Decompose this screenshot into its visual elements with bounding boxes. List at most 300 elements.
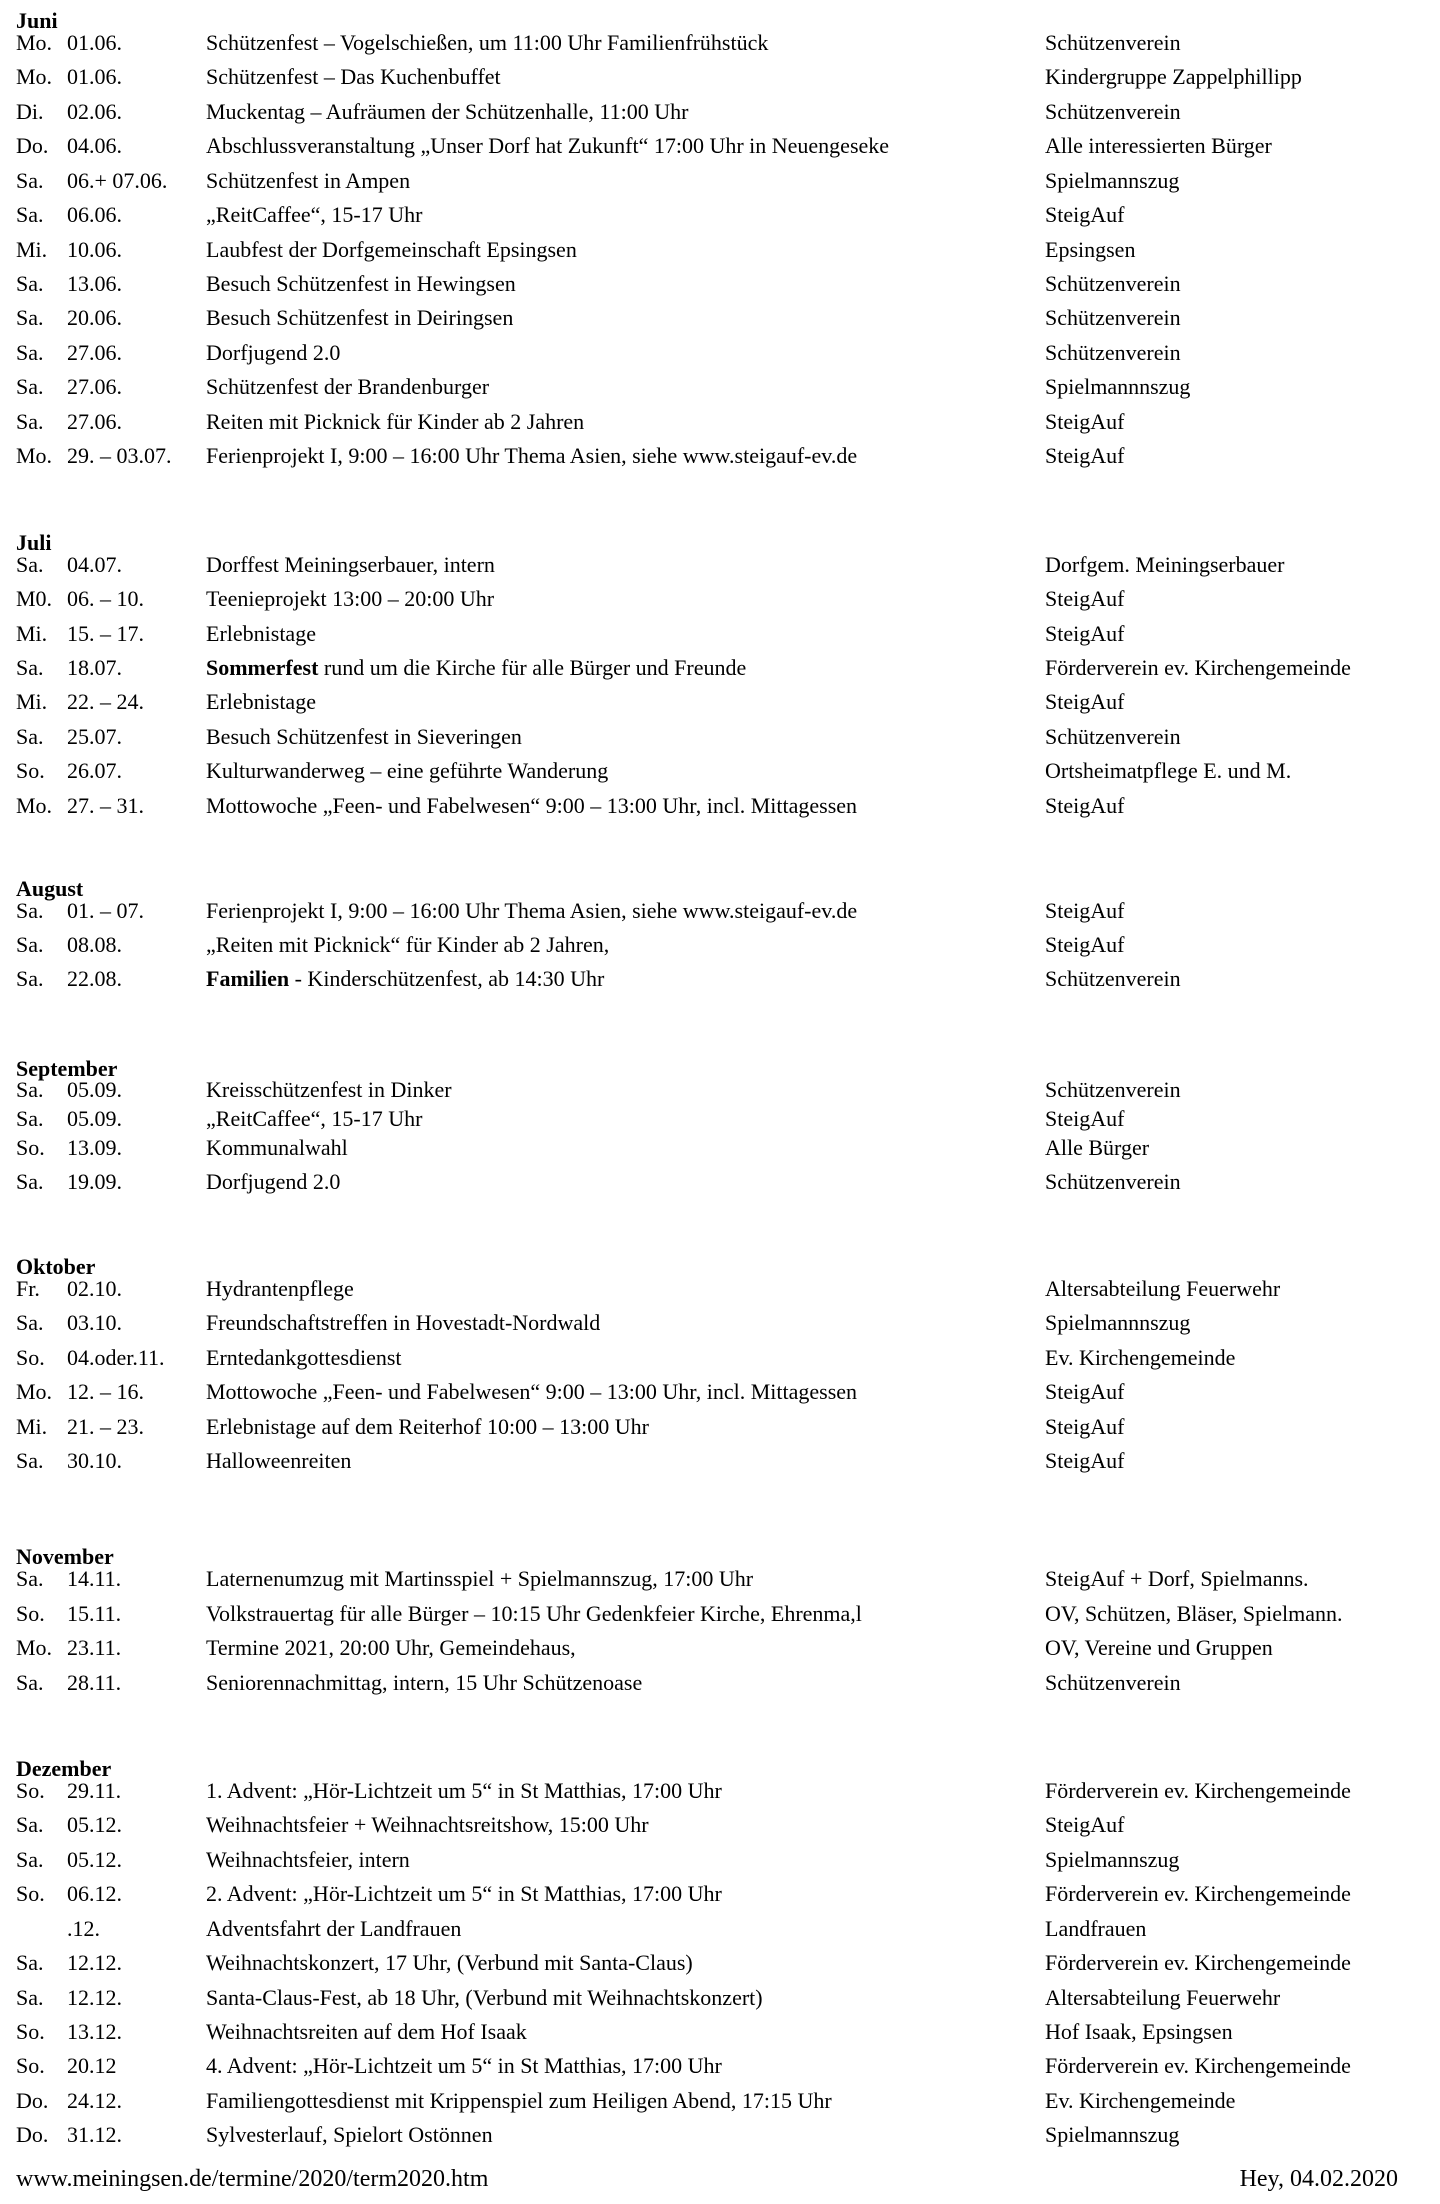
event-date: 02.06. (67, 99, 122, 124)
event-organizer: SteigAuf (1045, 202, 1125, 227)
event-text: Weihnachtsreiten auf dem Hof Isaak (206, 2019, 527, 2044)
event-description (206, 619, 316, 649)
event-description (206, 2086, 832, 2116)
event-description (206, 407, 584, 437)
event-weekday: Sa. (16, 374, 44, 399)
event-date: 29.11. (67, 1778, 122, 1803)
event-row (0, 131, 1440, 161)
event-description (206, 28, 768, 58)
event-text: Besuch Schützenfest in Sieveringen (206, 724, 522, 749)
event-organizer: SteigAuf (1045, 409, 1125, 434)
event-text: Besuch Schützenfest in Hewingsen (206, 271, 516, 296)
event-weekday: Sa. (16, 1077, 44, 1102)
event-description (206, 97, 688, 127)
month-heading: November (16, 1544, 114, 1569)
event-organizer: Schützenverein (1045, 99, 1181, 124)
event-weekday: Sa. (16, 655, 44, 680)
event-date: 13.06. (67, 271, 122, 296)
event-weekday: Do. (16, 2122, 49, 2147)
event-weekday: Sa. (16, 552, 44, 577)
event-weekday: Sa. (16, 932, 44, 957)
event-organizer: SteigAuf (1045, 689, 1125, 714)
event-organizer: Spielmannszug (1045, 1847, 1180, 1872)
event-highlight: Familien (206, 966, 290, 991)
event-organizer: Kindergruppe Zappelphillipp (1045, 64, 1302, 89)
event-description (206, 1104, 422, 1134)
event-row (0, 896, 1440, 926)
event-organizer: Spielmannszug (1045, 2122, 1180, 2147)
event-weekday: Sa. (16, 1106, 44, 1131)
event-description (206, 550, 495, 580)
event-organizer: Schützenverein (1045, 966, 1181, 991)
event-weekday: Mo. (16, 443, 53, 468)
event-weekday: Mi. (16, 237, 48, 262)
event-date: 27. – 31. (67, 793, 144, 818)
event-text: Dorfjugend 2.0 (206, 340, 341, 365)
event-description (206, 372, 489, 402)
event-organizer: Förderverein ev. Kirchengemeinde (1045, 1950, 1351, 1975)
event-organizer: Förderverein ev. Kirchengemeinde (1045, 655, 1351, 680)
event-organizer: Spielmannnszug (1045, 374, 1191, 399)
event-highlight: Sommerfest (206, 655, 319, 680)
event-date: 14.11. (67, 1566, 122, 1591)
event-weekday: Sa. (16, 1812, 44, 1837)
event-row (0, 964, 1440, 994)
event-row (0, 1564, 1440, 1594)
event-text: 4. Advent: „Hör-Lichtzeit um 5“ in St Matthias, 17:00 Uhr (206, 2053, 722, 2078)
event-row (0, 1776, 1440, 1806)
event-text: Erntedankgottesdienst (206, 1345, 402, 1370)
event-row (0, 166, 1440, 196)
event-row (0, 1343, 1440, 1373)
event-text: Termine 2021, 20:00 Uhr, Gemeindehaus, (206, 1635, 576, 1660)
event-date: 27.06. (67, 340, 122, 365)
event-description (206, 964, 604, 994)
event-description (206, 1599, 862, 1629)
event-text: Erlebnistage auf dem Reiterhof 10:00 – 13:00 Uhr (206, 1414, 649, 1439)
event-text: Laubfest der Dorfgemeinschaft Epsingsen (206, 237, 577, 262)
event-organizer: Epsingsen (1045, 237, 1136, 262)
event-row (0, 687, 1440, 717)
event-row (0, 2086, 1440, 2116)
event-date: 28.11. (67, 1670, 122, 1695)
event-description (206, 200, 422, 230)
event-description (206, 930, 609, 960)
event-description (206, 791, 857, 821)
event-weekday: Mi. (16, 1414, 48, 1439)
event-date: 04.07. (67, 552, 122, 577)
event-text: Schützenfest – Vogelschießen, um 11:00 Uhr Familienfrühstück (206, 30, 769, 55)
event-description (206, 2051, 722, 2081)
event-description (206, 1633, 576, 1663)
event-organizer: Alle Bürger (1045, 1135, 1150, 1160)
event-description (206, 2017, 527, 2047)
event-organizer: Schützenverein (1045, 271, 1181, 296)
event-weekday: Sa. (16, 1169, 44, 1194)
event-text: Laternenumzug mit Martinsspiel + Spielmannszug, 17:00 Uhr (206, 1566, 754, 1591)
event-row (0, 441, 1440, 471)
event-row (0, 1075, 1440, 1105)
event-date: 12.12. (67, 1985, 122, 2010)
event-date: 22. – 24. (67, 689, 144, 714)
event-date: 05.09. (67, 1077, 122, 1102)
event-date: 06. – 10. (67, 586, 144, 611)
event-weekday: Mo. (16, 1635, 53, 1660)
event-date: 02.10. (67, 1276, 122, 1301)
month-heading: Juli (16, 530, 52, 555)
event-organizer: OV, Schützen, Bläser, Spielmann. (1045, 1601, 1343, 1626)
event-description (206, 1343, 402, 1373)
event-organizer: Schützenverein (1045, 1670, 1181, 1695)
event-organizer: SteigAuf (1045, 586, 1125, 611)
event-text: Schützenfest der Brandenburger (206, 374, 490, 399)
event-description (206, 1810, 649, 1840)
event-description (206, 1668, 642, 1698)
event-date: 12. – 16. (67, 1379, 144, 1404)
event-weekday: Mo. (16, 1379, 53, 1404)
event-row (0, 1446, 1440, 1476)
event-row (0, 62, 1440, 92)
event-row (0, 791, 1440, 821)
event-date: 15.11. (67, 1601, 122, 1626)
event-text: Volkstrauertag für alle Bürger – 10:15 Uhr Gedenkfeier Kirche, Ehrenma,l (206, 1601, 862, 1626)
event-description (206, 896, 857, 926)
event-weekday: So. (16, 2019, 45, 2044)
event-organizer: Landfrauen (1045, 1916, 1147, 1941)
event-text: Erlebnistage (206, 689, 316, 714)
event-organizer: Schützenverein (1045, 724, 1181, 749)
event-date: 24.12. (67, 2088, 122, 2113)
event-date: 05.09. (67, 1106, 122, 1131)
event-text: Kommunalwahl (206, 1135, 348, 1160)
event-weekday: Sa. (16, 1950, 44, 1975)
event-date: 10.06. (67, 237, 122, 262)
event-text: Abschlussveranstaltung „Unser Dorf hat Zukunft“ 17:00 Uhr in Neuengeseke (206, 133, 890, 158)
event-date: .12. (67, 1916, 100, 1941)
event-weekday: So. (16, 1601, 45, 1626)
event-description (206, 1412, 649, 1442)
event-weekday: So. (16, 758, 45, 783)
event-organizer: Förderverein ev. Kirchengemeinde (1045, 1778, 1351, 1803)
event-text: Schützenfest – Das Kuchenbuffet (206, 64, 501, 89)
event-organizer: SteigAuf (1045, 1448, 1125, 1473)
event-text: Schützenfest in Ampen (206, 168, 411, 193)
event-row (0, 756, 1440, 786)
event-date: 26.07. (67, 758, 122, 783)
event-text: Ferienprojekt I, 9:00 – 16:00 Uhr Thema Asien, siehe www.steigauf-ev.de (206, 443, 858, 468)
event-row (0, 1879, 1440, 1909)
event-date: 15. – 17. (67, 621, 144, 646)
event-row (0, 372, 1440, 402)
event-text: Erlebnistage (206, 621, 316, 646)
event-date: 20.12 (67, 2053, 117, 2078)
event-description (206, 1914, 461, 1944)
event-description (206, 756, 608, 786)
event-row (0, 200, 1440, 230)
event-description (206, 1879, 722, 1909)
event-date: 08.08. (67, 932, 122, 957)
event-description (206, 303, 513, 333)
event-description (206, 235, 577, 265)
event-weekday: Sa. (16, 1847, 44, 1872)
event-organizer: Hof Isaak, Epsingsen (1045, 2019, 1233, 2044)
event-organizer: SteigAuf (1045, 1414, 1125, 1439)
event-organizer: SteigAuf (1045, 1379, 1125, 1404)
event-date: 06.06. (67, 202, 122, 227)
event-date: 19.09. (67, 1169, 122, 1194)
event-row (0, 28, 1440, 58)
event-organizer: Schützenverein (1045, 1169, 1181, 1194)
event-row (0, 1948, 1440, 1978)
event-organizer: SteigAuf (1045, 621, 1125, 646)
event-description (206, 1308, 600, 1338)
event-text: Teenieprojekt 13:00 – 20:00 Uhr (206, 586, 495, 611)
event-row (0, 97, 1440, 127)
event-organizer: SteigAuf + Dorf, Spielmanns. (1045, 1566, 1309, 1591)
event-weekday: Do. (16, 2088, 49, 2113)
event-description (206, 1075, 452, 1105)
event-text: 2. Advent: „Hör-Lichtzeit um 5“ in St Matthias, 17:00 Uhr (206, 1881, 722, 1906)
event-description (206, 338, 340, 368)
event-date: 13.09. (67, 1135, 122, 1160)
event-text: Dorfjugend 2.0 (206, 1169, 341, 1194)
event-date: 18.07. (67, 655, 122, 680)
event-row (0, 584, 1440, 614)
event-text: Mottowoche „Feen- und Fabelwesen“ 9:00 – 13:00 Uhr, incl. Mittagessen (206, 793, 858, 818)
event-weekday: Sa. (16, 1448, 44, 1473)
event-date: 31.12. (67, 2122, 122, 2147)
event-description (206, 269, 516, 299)
event-text: Adventsfahrt der Landfrauen (206, 1916, 462, 1941)
event-description (206, 653, 746, 683)
event-text: Sylvesterlauf, Spielort Ostönnen (206, 2122, 493, 2147)
event-date: 01.06. (67, 64, 122, 89)
event-date: 20.06. (67, 305, 122, 330)
event-text: Weihnachtskonzert, 17 Uhr, (Verbund mit Santa-Claus) (206, 1950, 693, 1975)
event-weekday: Sa. (16, 271, 44, 296)
event-organizer: Alle interessierten Bürger (1045, 133, 1272, 158)
event-date: 05.12. (67, 1847, 122, 1872)
event-text: Hydrantenpflege (206, 1276, 354, 1301)
event-date: 27.06. (67, 374, 122, 399)
event-organizer: SteigAuf (1045, 1106, 1125, 1131)
event-weekday: Mo. (16, 64, 53, 89)
event-weekday: So. (16, 2053, 45, 2078)
month-heading: Oktober (16, 1254, 96, 1279)
event-weekday: Di. (16, 99, 44, 124)
event-row (0, 1377, 1440, 1407)
event-organizer: SteigAuf (1045, 932, 1125, 957)
event-organizer: Altersabteilung Feuerwehr (1045, 1985, 1281, 2010)
event-text: Besuch Schützenfest in Deiringsen (206, 305, 514, 330)
footer-url: www.meiningsen.de/termine/2020/term2020.htm (16, 2166, 489, 2192)
event-text: Freundschaftstreffen in Hovestadt-Nordwald (206, 1310, 601, 1335)
event-organizer: Schützenverein (1045, 1077, 1181, 1102)
event-description (206, 166, 410, 196)
event-date: 03.10. (67, 1310, 122, 1335)
event-organizer: SteigAuf (1045, 793, 1125, 818)
event-weekday: Sa. (16, 966, 44, 991)
event-description (206, 1845, 410, 1875)
event-text: Halloweenreiten (206, 1448, 352, 1473)
event-description (206, 1377, 857, 1407)
event-organizer: Schützenverein (1045, 30, 1181, 55)
event-row (0, 2120, 1440, 2150)
event-date: 22.08. (67, 966, 122, 991)
event-organizer: SteigAuf (1045, 898, 1125, 923)
event-row (0, 1668, 1440, 1698)
event-text: 1. Advent: „Hör-Lichtzeit um 5“ in St Matthias, 17:00 Uhr (206, 1778, 722, 1803)
event-date: 06.12. (67, 1881, 122, 1906)
event-organizer: Spielmannnszug (1045, 1310, 1191, 1335)
event-date: 21. – 23. (67, 1414, 144, 1439)
event-text: Kulturwanderweg – eine geführte Wanderung (206, 758, 609, 783)
event-description (206, 584, 494, 614)
event-date: 04.06. (67, 133, 122, 158)
event-date: 12.12. (67, 1950, 122, 1975)
event-description (206, 1776, 722, 1806)
event-row (0, 2051, 1440, 2081)
event-text: Weihnachtsfeier, intern (206, 1847, 410, 1872)
event-weekday: Sa. (16, 898, 44, 923)
event-date: 29. – 03.07. (67, 443, 172, 468)
event-weekday: Sa. (16, 1310, 44, 1335)
event-weekday: Sa. (16, 305, 44, 330)
event-date: 13.12. (67, 2019, 122, 2044)
event-row (0, 722, 1440, 752)
event-row (0, 1133, 1440, 1163)
event-description (206, 1446, 351, 1476)
event-row (0, 1914, 1440, 1944)
event-weekday: Mi. (16, 689, 48, 714)
event-row (0, 303, 1440, 333)
event-row (0, 235, 1440, 265)
event-weekday: So. (16, 1881, 45, 1906)
event-row (0, 1104, 1440, 1134)
event-weekday: Do. (16, 133, 49, 158)
event-text: rund um die Kirche für alle Bürger und Freunde (318, 655, 747, 680)
event-row (0, 930, 1440, 960)
event-row (0, 619, 1440, 649)
event-description (206, 687, 316, 717)
event-organizer: Schützenverein (1045, 340, 1181, 365)
event-description (206, 62, 501, 92)
event-weekday: Sa. (16, 168, 44, 193)
event-text: - Kinderschützenfest, ab 14:30 Uhr (289, 966, 605, 991)
event-row (0, 1845, 1440, 1875)
event-row (0, 550, 1440, 580)
event-row (0, 1983, 1440, 2013)
event-weekday: Sa. (16, 409, 44, 434)
event-row (0, 1412, 1440, 1442)
event-description (206, 1167, 340, 1197)
event-text: „ReitCaffee“, 15-17 Uhr (206, 202, 423, 227)
event-description (206, 441, 857, 471)
event-date: 01.06. (67, 30, 122, 55)
month-heading: Dezember (16, 1756, 112, 1781)
event-organizer: OV, Vereine und Gruppen (1045, 1635, 1273, 1660)
event-weekday: Mo. (16, 793, 53, 818)
month-heading: September (16, 1056, 118, 1081)
event-row (0, 269, 1440, 299)
event-date: 06.+ 07.06. (67, 168, 168, 193)
event-description (206, 1133, 348, 1163)
event-organizer: Ev. Kirchengemeinde (1045, 1345, 1236, 1370)
event-text: „Reiten mit Picknick“ für Kinder ab 2 Jahren, (206, 932, 610, 957)
event-organizer: Altersabteilung Feuerwehr (1045, 1276, 1281, 1301)
event-organizer: Dorfgem. Meiningserbauer (1045, 552, 1285, 577)
event-text: Mottowoche „Feen- und Fabelwesen“ 9:00 – 13:00 Uhr, incl. Mittagessen (206, 1379, 858, 1404)
event-weekday: Sa. (16, 1985, 44, 2010)
event-organizer: SteigAuf (1045, 1812, 1125, 1837)
event-weekday: Sa. (16, 1670, 44, 1695)
event-weekday: So. (16, 1135, 45, 1160)
month-heading: August (16, 876, 84, 901)
event-row (0, 653, 1440, 683)
event-text: „ReitCaffee“, 15-17 Uhr (206, 1106, 423, 1131)
event-row (0, 1167, 1440, 1197)
event-organizer: Förderverein ev. Kirchengemeinde (1045, 2053, 1351, 2078)
event-description (206, 1564, 753, 1594)
event-weekday: Mi. (16, 621, 48, 646)
event-date: 25.07. (67, 724, 122, 749)
event-organizer: SteigAuf (1045, 443, 1125, 468)
event-organizer: Ortsheimatpflege E. und M. (1045, 758, 1292, 783)
event-organizer: Ev. Kirchengemeinde (1045, 2088, 1236, 2113)
event-text: Seniorennachmittag, intern, 15 Uhr Schützenoase (206, 1670, 643, 1695)
event-date: 05.12. (67, 1812, 122, 1837)
event-row (0, 1274, 1440, 1304)
event-row (0, 1308, 1440, 1338)
event-date: 04.oder.11. (67, 1345, 165, 1370)
event-organizer: Spielmannszug (1045, 168, 1180, 193)
event-date: 30.10. (67, 1448, 122, 1473)
event-description (206, 131, 889, 161)
event-description (206, 722, 522, 752)
event-row (0, 2017, 1440, 2047)
event-text: Familiengottesdienst mit Krippenspiel zum Heiligen Abend, 17:15 Uhr (206, 2088, 832, 2113)
event-text: Ferienprojekt I, 9:00 – 16:00 Uhr Thema Asien, siehe www.steigauf-ev.de (206, 898, 858, 923)
footer-signature: Hey, 04.02.2020 (1239, 2166, 1398, 2192)
event-weekday: So. (16, 1345, 45, 1370)
event-weekday: Sa. (16, 202, 44, 227)
event-text: Dorffest Meiningserbauer, intern (206, 552, 495, 577)
event-weekday: Sa. (16, 1566, 44, 1591)
event-row (0, 338, 1440, 368)
event-description (206, 2120, 493, 2150)
event-text: Santa-Claus-Fest, ab 18 Uhr, (Verbund mit Weihnachtskonzert) (206, 1985, 763, 2010)
event-description (206, 1948, 693, 1978)
event-description (206, 1274, 354, 1304)
month-heading: Juni (16, 8, 58, 33)
event-date: 27.06. (67, 409, 122, 434)
event-weekday: Sa. (16, 724, 44, 749)
event-weekday: M0. (16, 586, 53, 611)
event-row (0, 1810, 1440, 1840)
event-text: Muckentag – Aufräumen der Schützenhalle, 11:00 Uhr (206, 99, 689, 124)
event-weekday: Sa. (16, 340, 44, 365)
event-date: 23.11. (67, 1635, 122, 1660)
event-weekday: Mo. (16, 30, 53, 55)
event-row (0, 407, 1440, 437)
event-row (0, 1599, 1440, 1629)
event-organizer: Schützenverein (1045, 305, 1181, 330)
event-description (206, 1983, 763, 2013)
event-date: 01. – 07. (67, 898, 144, 923)
event-row (0, 1633, 1440, 1663)
event-organizer: Förderverein ev. Kirchengemeinde (1045, 1881, 1351, 1906)
event-weekday: So. (16, 1778, 45, 1803)
